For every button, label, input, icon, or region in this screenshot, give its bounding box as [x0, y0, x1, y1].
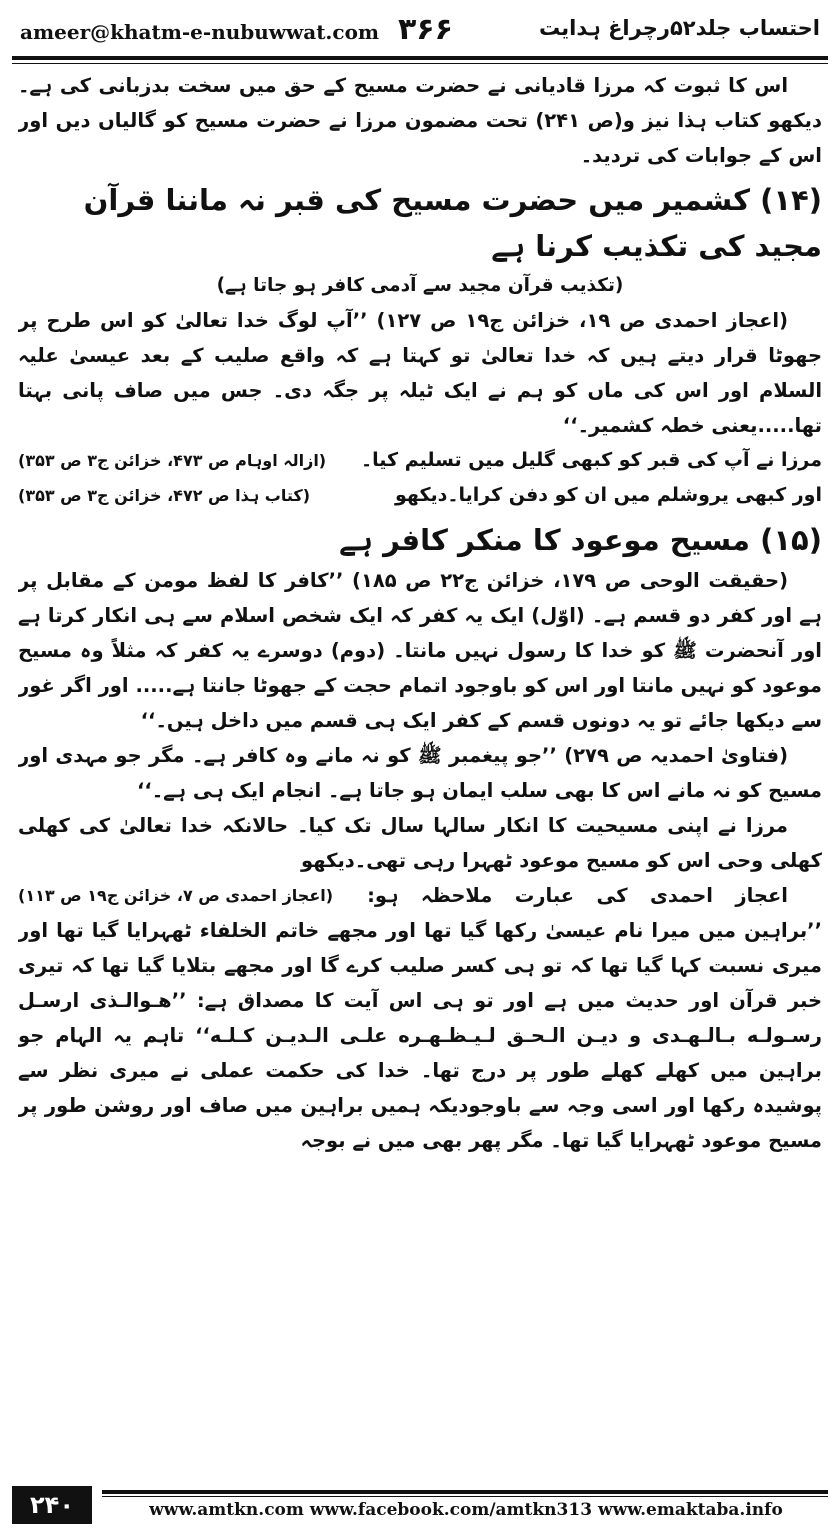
reference-cite-1: (ازالہ اوہام ص ۴۷۳، خزائن ج۳ ص ۳۵۳) — [18, 451, 327, 470]
paragraph-5 — [18, 808, 822, 905]
paragraph-6-text: اعجاز احمدی کی عبارت ملاحظہ ہو: ’’براہین میں میرا نام عیسیٰ رکھا گیا تھا اور مجھے خاتم الخلفاء ٹھہرایا گیا تھا اور میری نسبت کہا گیا تھا کہ تو ہی کسر صلیب کرے گا اور مجھے بتلایا گیا تھا کہ تیری خبر قرآن اور حدیث میں ہے اور تو ہی اس آیت کا مصداق ہے: ’’ — [18, 884, 822, 1012]
page-body — [18, 68, 822, 1472]
paragraph-4: (فتاویٰ احمدیہ ص ۲۷۹) ’’جو پیغمبر ﷺ کو نہ مانے وہ کافر ہے۔ مگر جو مہدی اور مسیح کو نہ مانے اس کا بھی سلب ایمان ہو جاتا ہے۔ انجام ایک ہی ہے۔‘‘ — [18, 744, 822, 802]
paragraph-5-cite: (اعجاز احمدی ص ۷، خزائن ج۱۹ ص ۱۱۳) — [18, 886, 334, 905]
subheading-14: (تکذیب قرآن مجید سے آدمی کافر ہو جاتا ہے) — [216, 275, 624, 296]
paragraph-1: اس کا ثبوت کہ مرزا قادیانی نے حضرت مسیح کے حق میں سخت بدزبانی کی ہے۔دیکھو کتاب ہذا نیز و(ص ۲۴۱) تحت مضمون مرزا نے حضرت مسیح کو گالیاں دیں اور اس کے جوابات کی تردید۔ — [18, 74, 822, 167]
footer-links: www.amtkn.com www.facebook.com/amtkn313 www.emaktaba.info — [149, 1500, 783, 1520]
reference-row-1 — [18, 443, 822, 478]
header-page-number: ۳۶۶ — [398, 12, 453, 47]
reference-text-1: مرزا نے آپ کی قبر کو کبھی گلیل میں تسلیم کیا۔ — [361, 449, 822, 471]
footer-page-number: ۲۴۰ — [12, 1486, 92, 1524]
heading-15: (۱۵) مسیح موعود کا منکر کافر ہے — [339, 523, 822, 557]
reference-row-2 — [18, 478, 822, 513]
footer-rule-thin — [102, 1496, 828, 1497]
paragraph-6 — [18, 878, 822, 1158]
paragraph-3: (حقیقت الوحی ص ۱۷۹، خزائن ج۲۲ ص ۱۸۵) ’’کافر کا لفظ مومن کے مقابل پر ہے اور کفر دو قسم ہے۔ (اوّل) ایک یہ کفر کہ ایک شخص اسلام سے ہی انکار کرتا ہے اور آنحضرت ﷺ کو خدا کا رسول نہیں مانتا۔ (دوم) دوسرے یہ کفر کہ مثلاً وہ مسیح موعود کو نہیں مانتا اور اس کو باوجود اتمام حجت کے جھوٹا جانتا ہے..... اور اگر غور سے دیکھا جائے تو یہ دونوں قسم کے کفر ایک ہی قسم میں داخل ہیں۔‘‘ — [18, 569, 822, 732]
footer-rule — [102, 1490, 828, 1494]
quran-verse: ھـوالـذی ارسـل رسـولـه بـالـھـدی و دیـن الـحـق لـیـظـھـره علـی الـدیـن کـلـه — [18, 989, 822, 1047]
paragraph-6-end: ‘‘ تاہم یہ الہام جو براہین میں کھلے کھلے طور پر درج تھا۔ خدا کی حکمت عملی نے میری نظر سے پوشیدہ رکھا اور اسی وجہ سے باوجودیکہ ہمیں براہین میں صاف اور روشن طور پر مسیح موعود ٹھہرایا گیا تھا۔ مگر پھر بھی میں نے بوجہ — [18, 1024, 822, 1152]
paragraph-2: (اعجاز احمدی ص ۱۹، خزائن ج۱۹ ص ۱۲۷) ’’آپ لوگ خدا تعالیٰ کو اس طرح پر جھوٹا قرار دیتے ہیں کہ خدا تعالیٰ تو کہتا ہے کہ واقع صلیب کے بعد عیسیٰ علیہ السلام اور اس کی ماں کو ہم نے ایک ٹیلہ پر جگہ دی۔ جس میں صاف پانی بہتا تھا.....یعنی خطہ کشمیر۔‘‘ — [18, 309, 822, 437]
header-email: ameer@khatm-e-nubuwwat.com — [20, 20, 380, 44]
page-header — [14, 12, 826, 52]
reference-text-2: اور کبھی یروشلم میں ان کو دفن کرایا۔دیکھو — [394, 484, 822, 506]
page-footer — [12, 1480, 828, 1526]
paragraph-5-text: مرزا نے اپنی مسیحیت کا انکار سالہا سال تک کیا۔ حالانکہ خدا تعالیٰ کی کھلی کھلی وحی اس کو مسیح موعود ٹھہرا رہی تھی۔دیکھو — [18, 814, 822, 872]
reference-cite-2: (کتاب ہذا ص ۴۷۲، خزائن ج۳ ص ۳۵۳) — [18, 486, 311, 505]
header-rule — [12, 56, 828, 60]
header-book-title: احتساب جلد۵۲رچراغ ہدایت — [539, 16, 820, 40]
heading-14: (۱۴) کشمیر میں حضرت مسیح کی قبر نہ ماننا قرآن مجید کی تکذیب کرنا ہے — [83, 183, 822, 263]
header-rule-thin — [12, 63, 828, 64]
